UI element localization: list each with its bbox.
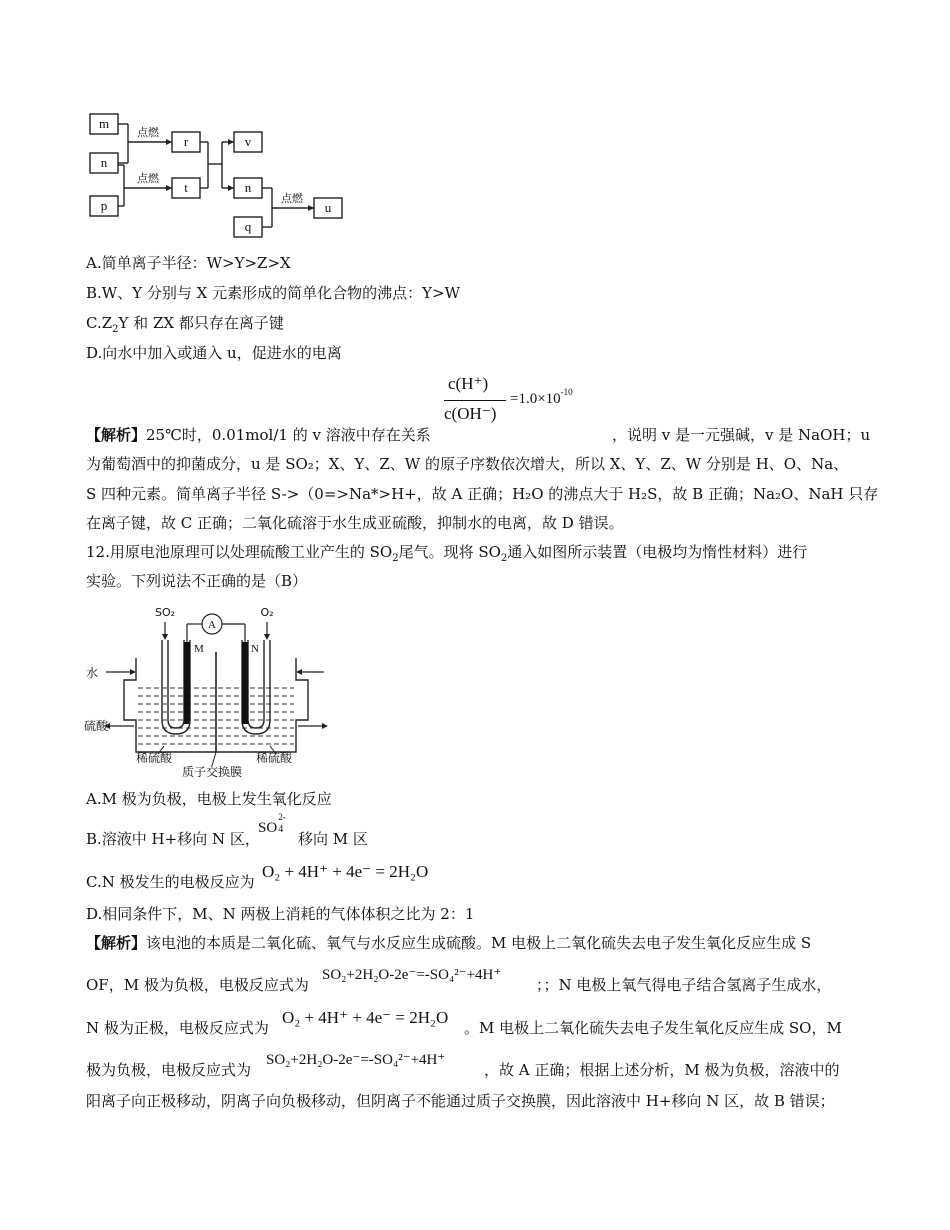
q12-analysis-line-5: 阳离子向正极移动，阴离子向负极移动，但阴离子不能通过质子交换膜，因此溶液中 H+移向 N 区，故 B 错误； (86, 1092, 835, 1110)
label-sulfuric-acid: 硫酸 (84, 719, 109, 733)
ignite-label-3: 点燃 (281, 192, 303, 205)
q12-option-c: C.N 极发生的电极反应为 (86, 873, 255, 891)
q12-stem-sub: 2 (392, 553, 399, 564)
q12-option-d: D.相同条件下，M、N 两极上消耗的气体体积之比为 2：1 (86, 905, 475, 923)
q11-option-c (86, 313, 284, 333)
fraction-numerator: c(H⁺) (448, 374, 489, 393)
sulfate-ion-charge: 2- (278, 812, 286, 822)
sulfate-ion (258, 812, 291, 837)
q11-optc-post: Y 和 ZX 都只存在离子键 (118, 314, 284, 332)
ignite-label-1: 点燃 (137, 126, 159, 139)
label-p: p (100, 198, 108, 213)
q11-analysis-line-2: 为葡萄酒中的抑菌成分，u 是 SO₂；X、Y、Z、W 的原子序数依次增大，所以 X、Y、Z、W 分别是 H、O、Na、 (86, 455, 849, 473)
q11-option-a: A.简单离子半径：W>Y>Z>X (86, 254, 291, 272)
q12-analysis-line-2b: ；；N 电极上氧气得电子结合氢离子生成水， (536, 976, 832, 994)
label-u: u (324, 200, 332, 215)
electrode-m (184, 642, 190, 724)
label-so2: SO₂ (154, 606, 176, 619)
q12-analysis-line-4a: 极为负极，电极反应式为 (86, 1061, 252, 1079)
q11-analysis-line-4: 在离子键，故 C 正确；二氧化硫溶于水生成亚硫酸，抑制水的电离，故 D 错误。 (86, 514, 624, 532)
q11-optc-sub: 2 (112, 324, 119, 335)
q12-analysis-line-3b: 。M 电极上二氧化硫失去电子发生氧化反应生成 SO，M (464, 1019, 842, 1037)
q11-option-d: D.向水中加入或通入 u，促进水的电离 (86, 344, 342, 362)
label-water: 水 (86, 666, 99, 680)
q12-optb-post: 移向 M 区 (298, 830, 368, 848)
label-electrode-n: N (251, 643, 259, 655)
fuel-cell-diagram (84, 600, 334, 780)
q12-analysis-text-1: 该电池的本质是二氧化硫、氧气与水反应生成硫酸。M 电极上二氧化硫失去电子发生氧化反应生成 S (146, 934, 812, 952)
q11-analysis-label: 【解析】 (86, 426, 147, 444)
fraction-bar (444, 400, 506, 401)
label-n: n (100, 155, 108, 170)
cathode-equation: O₂ + 4H⁺ + 4e⁻ = 2H₂O (262, 862, 429, 881)
label-v: v (244, 134, 252, 149)
label-o2: O₂ (260, 606, 274, 619)
label-r: r (183, 134, 189, 149)
q12-stem-sub2: 2 (500, 553, 508, 564)
label-dilute-left: 稀硫酸 (136, 751, 173, 765)
ignite-label-2: 点燃 (137, 172, 159, 185)
q12-stem-line-1 (86, 542, 807, 562)
q11-analysis-text-1a: 25℃时，0.01mol/1 的 v 溶液中存在关系 (146, 426, 431, 444)
sulfate-ion-base: SO (258, 820, 278, 836)
q12-stem-pre: 12.用原电池原理可以处理硫酸工业产生的 SO (86, 543, 393, 561)
label-membrane: 质子交换膜 (182, 765, 243, 779)
cathode-equation-2: O₂ + 4H⁺ + 4e⁻ = 2H₂O (282, 1008, 449, 1027)
q12-analysis-line-4b: ，故 A 正确；根据上述分析，M 极为负极，溶液中的 (484, 1061, 840, 1079)
fraction-rhs-value: =1.0×10 (510, 391, 561, 407)
anode-equation-2: SO₂+2H₂O-2e⁻=-SO₄²⁻+4H⁺ (266, 1052, 446, 1068)
reaction-flowchart (86, 108, 366, 242)
fraction-exponent: -10 (560, 387, 573, 397)
q11-analysis-line-3: S 四种元素。简单离子半径 S->（0=>Na*>H+，故 A 正确；H₂O 的沸点大于 H₂S，故 B 正确；Na₂O、NaH 只存 (86, 485, 879, 503)
ammeter-label: A (208, 619, 216, 631)
label-q: q (244, 219, 252, 234)
q12-stem-mid: 尾气。现将 SO (398, 543, 501, 561)
label-t: t (184, 180, 188, 195)
electrode-n (242, 642, 248, 724)
q12-stem-post: 通入如图所示装置（电极均为惰性材料）进行 (507, 543, 808, 561)
q12-analysis-line-2a: OF，M 极为负极，电极反应式为 (86, 976, 309, 994)
fraction-denominator: c(OH⁻) (444, 404, 497, 423)
ratio-fraction (444, 374, 604, 434)
q12-stem-line-2: 实验。下列说法不正确的是（B） (86, 572, 308, 590)
label-dilute-right: 稀硫酸 (256, 751, 293, 765)
q12-option-b (86, 829, 260, 849)
q12-analysis-line-1 (86, 933, 811, 953)
label-electrode-m: M (194, 643, 204, 655)
q12-analysis-label: 【解析】 (86, 934, 147, 952)
q12-analysis-line-3a: N 极为正极，电极反应式为 (86, 1019, 269, 1037)
label-m: m (98, 116, 110, 131)
q11-option-b: B.W、Y 分别与 X 元素形成的简单化合物的沸点：Y>W (86, 284, 460, 302)
fraction-rhs (510, 387, 573, 408)
anode-equation-1: SO₂+2H₂O-2e⁻=-SO₄²⁻+4H⁺ (322, 967, 502, 983)
q12-option-a: A.M 极为负极，电极上发生氧化反应 (86, 790, 332, 808)
label-n2: n (244, 180, 252, 195)
q11-analysis-line-1 (86, 425, 431, 445)
q11-optc-pre: C.Z (86, 314, 113, 332)
q11-analysis-text-1b: ，说明 v 是一元强碱，v 是 NaOH；u (612, 426, 871, 444)
sulfate-ion-sub: 4 (278, 824, 284, 835)
q12-optb-pre: B.溶液中 H+移向 N 区， (86, 830, 260, 848)
